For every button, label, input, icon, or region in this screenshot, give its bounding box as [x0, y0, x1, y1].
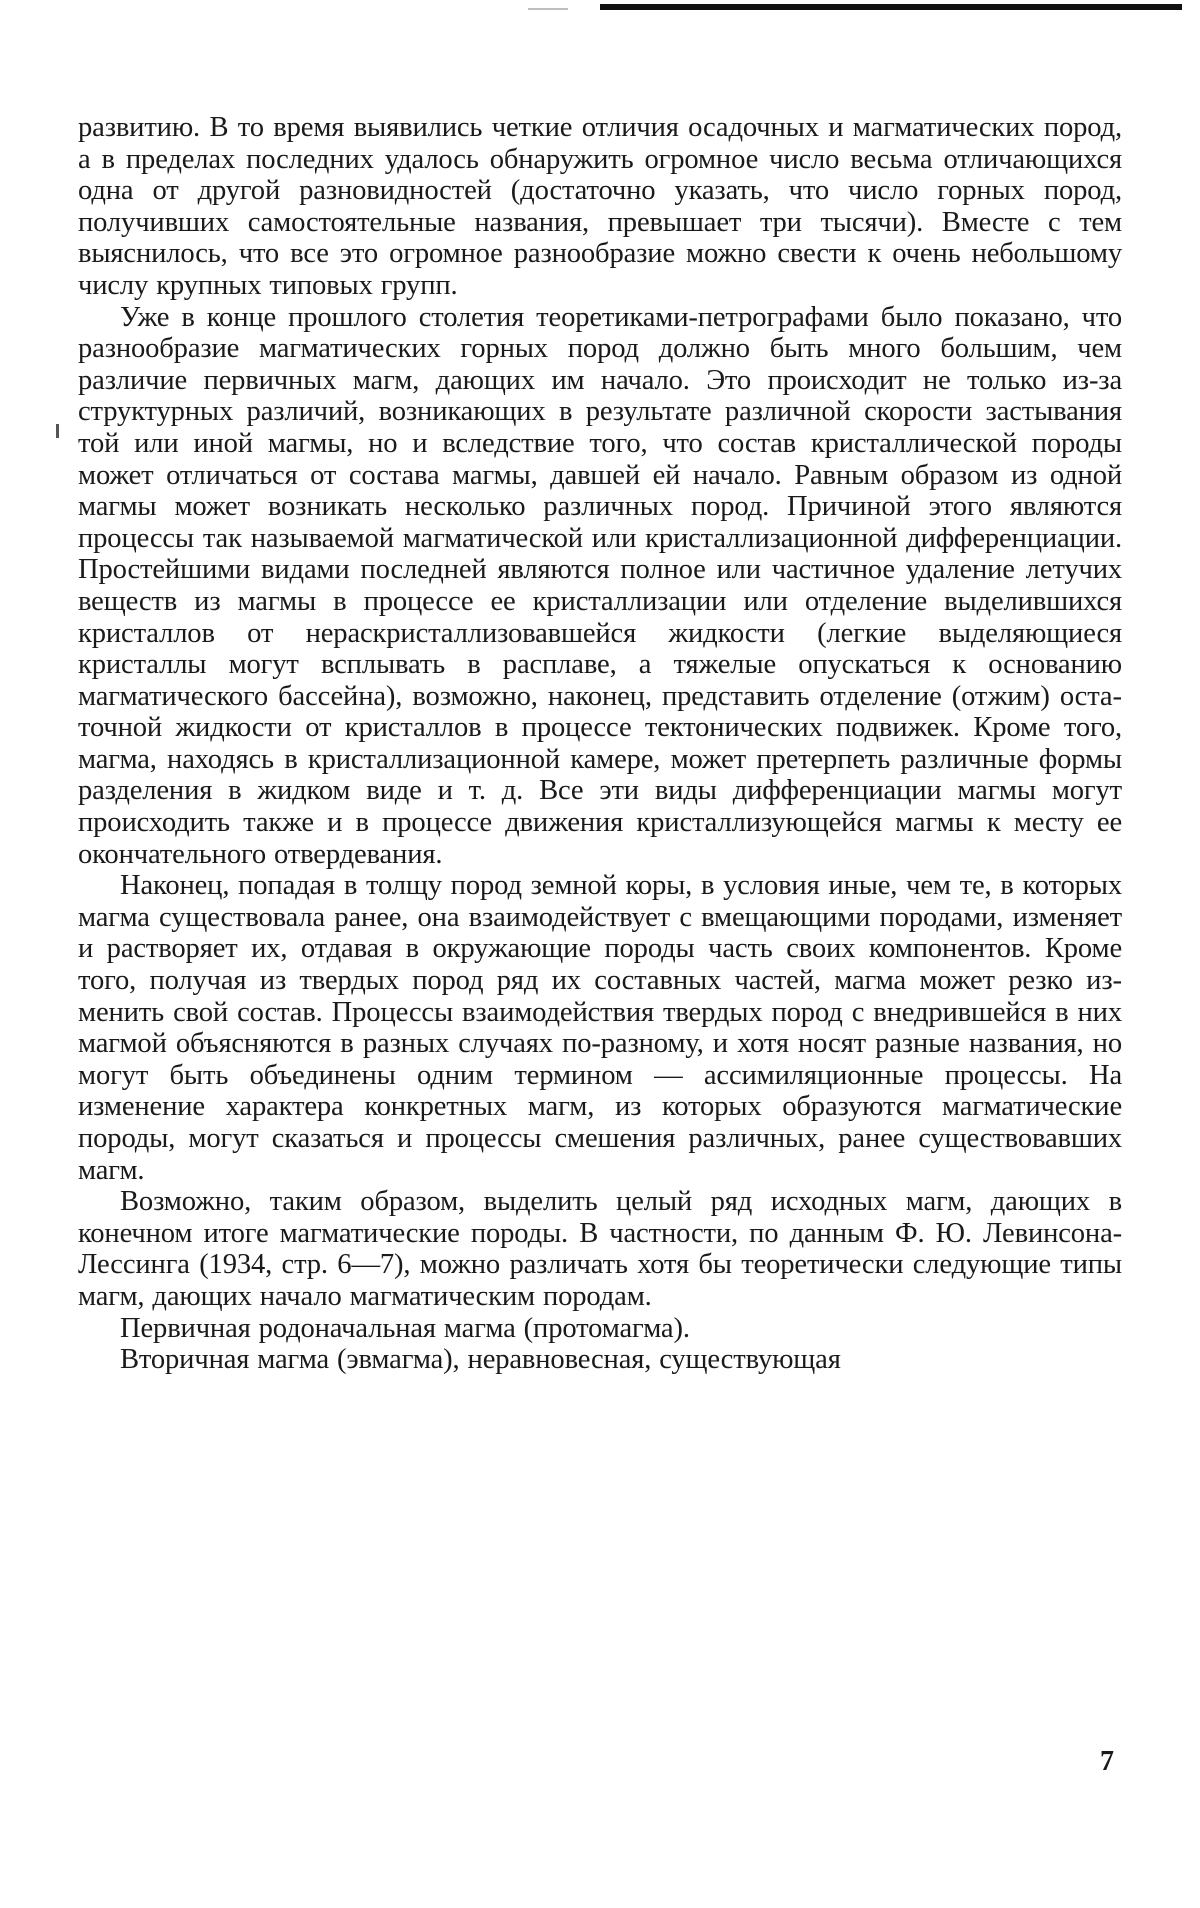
page-body [78, 112, 1122, 1376]
page-number: 7 [1100, 1746, 1114, 1777]
top-rule [600, 4, 1182, 10]
paragraph-3: Наконец, попадая в толщу пород земной коры, в условия иные, чем те, в которых магма существовала ранее, она взаимодействует с вмещающими породами, изменяет и растворяет их, отдавая в окружающие породы часть своих компонентов. Кроме того, получая из твердых пород ряд их составных частей, магма может резко изменить свой состав. Процессы взаимодействия твердых пород с внедрившейся в них магмой объясняются в разных случаях по-разному, и хотя носят разные названия, но могут быть объединены одним термином — ассимиляционные процессы. На изменение характера конкретных магм, из которых образуются магматические породы, могут сказаться и процессы смешения различных, ранее существовавших магм. [78, 870, 1122, 1186]
paragraph-6: Вторичная магма (эвмагма), неравновесная, существующая [120, 1344, 841, 1376]
margin-mark [56, 424, 59, 438]
paragraph-5: Первичная родоначальная магма (протомагма). [120, 1312, 690, 1344]
paragraph-2: Уже в конце прошлого столетия теоретиками-петрографами было показано, что разнообразие магматических горных пород должно быть много большим, чем различие первичных магм, дающих им начало. Это происходит не только из-за структурных различий, возникающих в результате различной скорости застывания той или иной магмы, но и вследствие того, что состав кристаллической породы может отличаться от состава магмы, давшей ей начало. Равным образом из одной магмы может возникать несколько различных пород. Причиной этого являются процессы так называемой магматической или кристаллизационной дифференциации. Простейшими видами последней являются полное или частичное удаление летучих веществ из магмы в процессе ее кристаллизации или отделение выделившихся кристаллов от нераскристаллизовавшейся жидкости (легкие выделяющиеся кристаллы могут всплывать в расплаве, а тяжелые опускаться к основанию магматического бассейна), возможно, наконец, представить отделение (отжим) остаточной жидкости от кристаллов в процессе тектонических подвижек. Кроме того, магма, находясь в кристаллизационной камере, может претерпеть различные формы разделения в жидком виде и т. д. Все эти виды дифференциации магмы могут происходить также и в процессе движения кристаллизующейся магмы к месту ее окончательного отвердевания. [78, 301, 1122, 870]
paragraph-1: развитию. В то время выявились четкие отличия осадочных и магматических пород, а в пределах последних удалось обнаружить огромное число весьма отличающихся одна от другой разновидностей (достаточно указать, что число горных пород, получивших самостоятельные названия, превышает три тысячи). Вместе с тем выяснилось, что все это огромное разнообразие можно свести к очень небольшому числу крупных типовых групп. [78, 112, 1122, 301]
scan-smudge [528, 8, 568, 10]
paragraph-4: Возможно, таким образом, выделить целый ряд исходных магм, дающих в конечном итоге магматические породы. В частности, по данным Ф. Ю. Левинсона-Лессинга (1934, стр. 6—7), можно различать хотя бы теоретически следующие типы магм, дающих начало магматическим породам. [78, 1186, 1122, 1312]
